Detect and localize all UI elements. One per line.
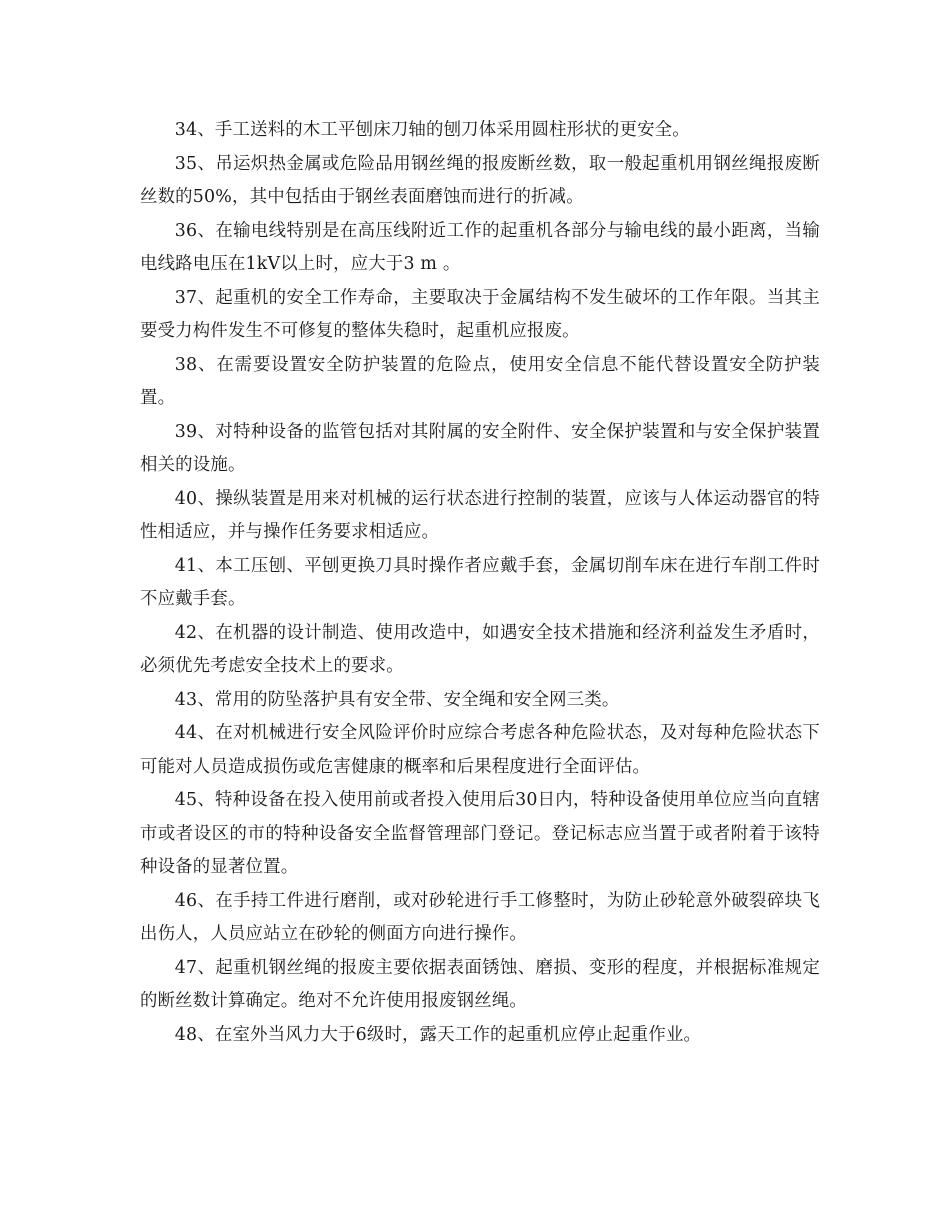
paragraph-34: 34、手工送料的木工平刨床刀轴的刨刀体采用圆柱形状的更安全。 [174,120,690,140]
paragraph-38: 38、在需要设置安全防护装置的危险点，使用安全信息不能代替设置安全防护装置。 [140,354,820,408]
paragraph-36: 36、在输电线特别是在高压线附近工作的起重机各部分与输电线的最小距离，当输电线路电压在1kV以上时，应大于3 m 。 [140,220,820,274]
paragraph-39: 39、对特种设备的监管包括对其附属的安全附件、安全保护装置和与安全保护装置相关的设施。 [140,421,820,475]
paragraph-37: 37、起重机的安全工作寿命，主要取决于金属结构不发生破坏的工作年限。当其主要受力构件发生不可修复的整体失稳时，起重机应报废。 [140,287,820,341]
paragraph-43: 43、常用的防坠落护具有安全带、安全绳和安全网三类。 [174,689,620,710]
paragraph-44: 44、在对机械进行安全风险评价时应综合考虑各种危险状态，及对每种危险状态下可能对人员造成损伤或危害健康的概率和后果程度进行全面评估。 [140,723,820,777]
paragraph-41: 41、本工压刨、平刨更换刀具时操作者应戴手套，金属切削车床在进行车削工件时不应戴手套。 [140,555,820,609]
paragraph-35: 35、吊运炽热金属或危险品用钢丝绳的报废断丝数，取一般起重机用钢丝绳报废断丝数的50%，其中包括由于钢丝表面磨蚀而进行的折减。 [140,153,820,207]
paragraph-46: 46、在手持工件进行磨削，或对砂轮进行手工修整时，为防止砂轮意外破裂碎块飞出伤人，人员应站立在砂轮的侧面方向进行操作。 [140,890,820,944]
paragraph-42: 42、在机器的设计制造、使用改造中，如遇安全技术措施和经济利益发生矛盾时，必须优先考虑安全技术上的要求。 [140,622,820,676]
document-body [140,114,820,1052]
paragraph-40: 40、操纵装置是用来对机械的运行状态进行控制的装置，应该与人体运动器官的特性相适应，并与操作任务要求相适应。 [140,488,820,542]
paragraph-48: 48、在室外当风力大于6级时，露天工作的起重机应停止起重作业。 [174,1024,702,1045]
paragraph-45: 45、特种设备在投入使用前或者投入使用后30日内，特种设备使用单位应当向直辖市或者设区的市的特种设备安全监督管理部门登记。登记标志应当置于或者附着于该特种设备的显著位置。 [140,790,820,877]
paragraph-47: 47、起重机钢丝绳的报废主要依据表面锈蚀、磨损、变形的程度，并根据标准规定的断丝数计算确定。绝对不允许使用报废钢丝绳。 [140,957,820,1011]
